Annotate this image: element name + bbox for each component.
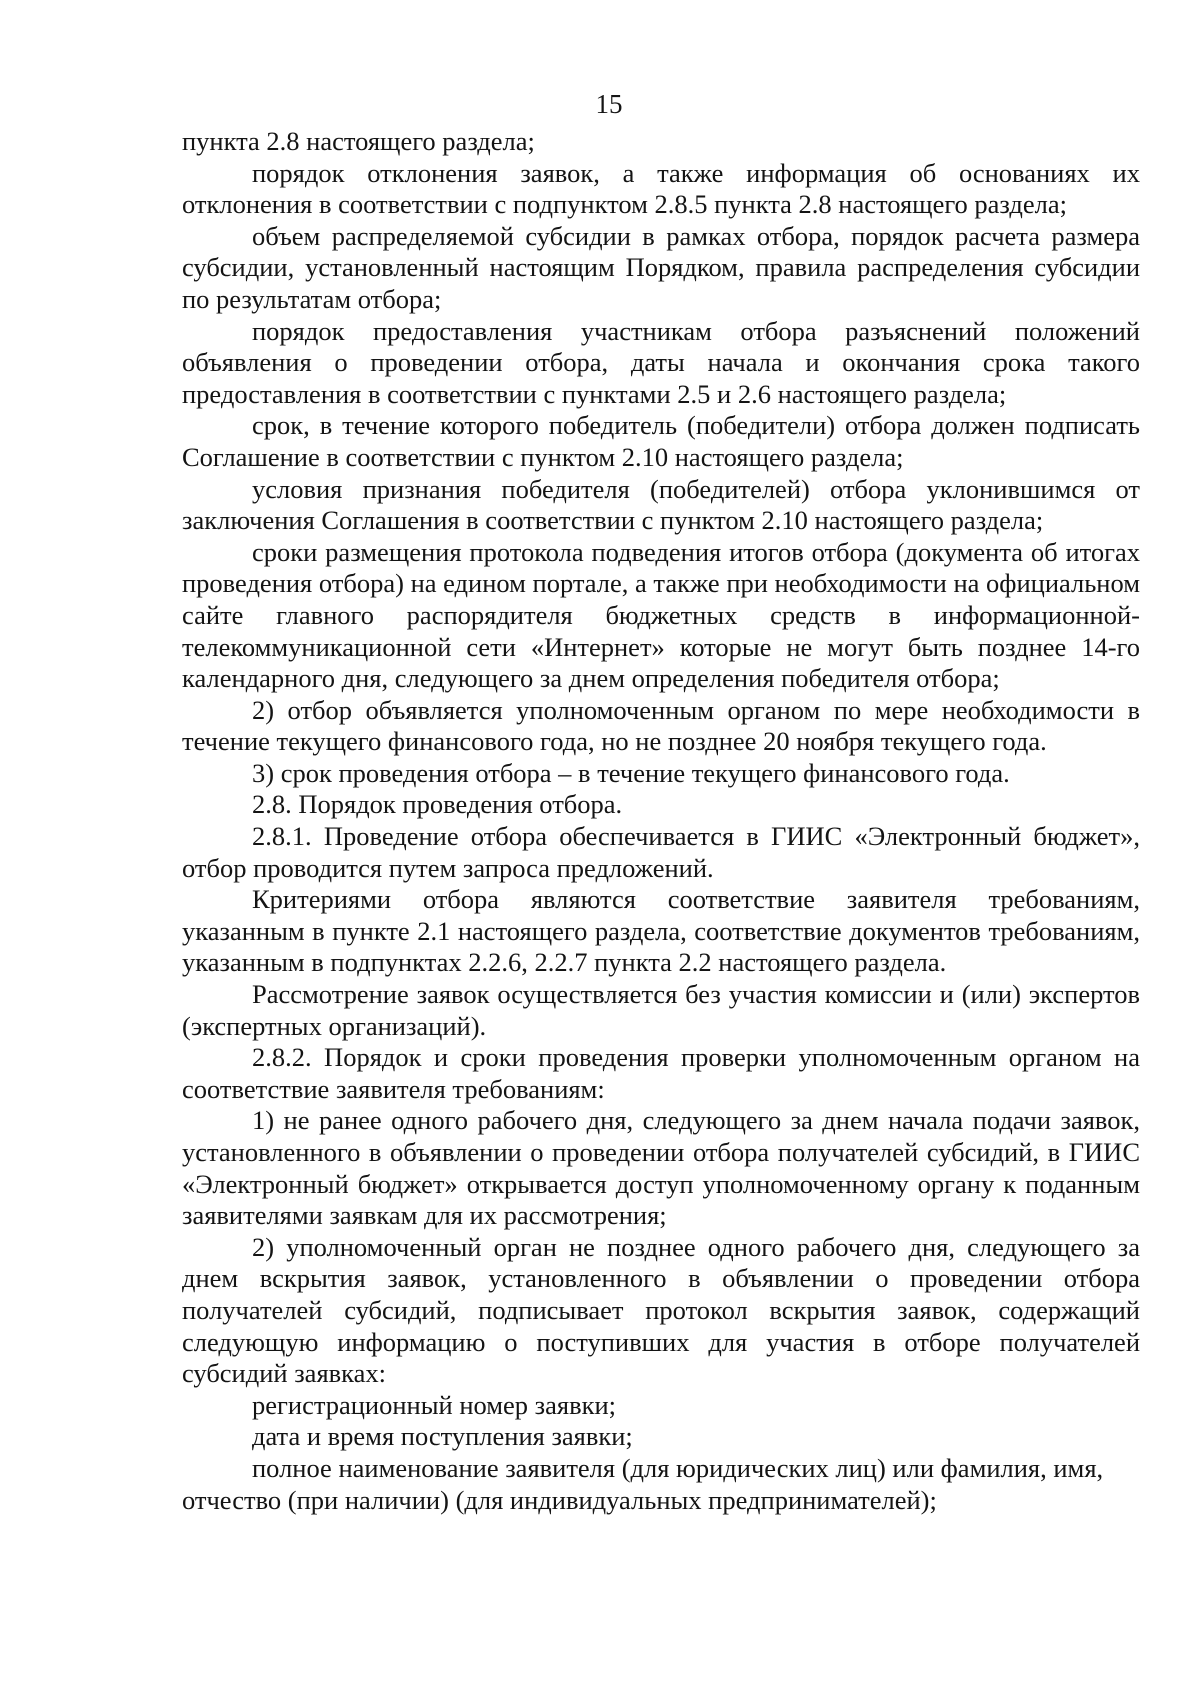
paragraph: Рассмотрение заявок осуществляется без участия комиссии и (или) экспертов (экспертных организаций).	[182, 979, 1140, 1041]
paragraph: 3) срок проведения отбора – в течение текущего финансового года.	[252, 757, 1010, 788]
paragraph: срок, в течение которого победитель (победители) отбора должен подписать Соглашение в соответствии с пунктом 2.10 настоящего раздела;	[182, 410, 1140, 472]
document-body	[182, 126, 1140, 1516]
paragraph: 2) отбор объявляется уполномоченным органом по мере необходимости в течение текущего финансового года, но не позднее 20 ноября текущего года.	[182, 694, 1140, 757]
list-item: дата и время поступления заявки;	[252, 1421, 633, 1452]
paragraph: условия признания победителя (победителей) отбора уклонившимся от заключения Соглашения в соответствии с пунктом 2.10 настоящего раздела;	[182, 473, 1140, 536]
paragraph: объем распределяемой субсидии в рамках отбора, порядок расчета размера субсидии, установленный настоящим Порядком, правила распределения субсидии по результатам отбора;	[182, 220, 1140, 314]
paragraph: сроки размещения протокола подведения итогов отбора (документа об итогах проведения отбора) на едином портале, а также при необходимости на официальном сайте главного распорядителя бюджетных средств в информационной-телекоммуникационной сети «Интернет» которые не могут быть позднее 14-го календарного дня, следующего за днем определения победителя отбора;	[182, 536, 1140, 694]
section-heading: 2.8. Порядок проведения отбора.	[252, 789, 623, 820]
paragraph: порядок предоставления участникам отбора разъяснений положений объявления о проведении отбора, даты начала и окончания срока такого предоставления в соответствии с пунктами 2.5 и 2.6 настоящего раздела;	[182, 315, 1140, 409]
paragraph: Критериями отбора являются соответствие заявителя требованиям, указанным в пункте 2.1 настоящего раздела, соответствие документов требованиям, указанным в подпунктах 2.2.6, 2.2.7 пункта 2.2 настоящего раздела.	[182, 884, 1140, 978]
paragraph: 2.8.2. Порядок и сроки проведения проверки уполномоченным органом на соответствие заявителя требованиям:	[182, 1042, 1140, 1104]
list-item: регистрационный номер заявки;	[252, 1389, 617, 1420]
paragraph: 2) уполномоченный орган не позднее одного рабочего дня, следующего за днем вскрытия заявок, установленного в объявлении о проведении отбора получателей субсидий, подписывает протокол вскрытия заявок, содержащий следующую информацию о поступивших для участия в отборе получателей субсидий заявках:	[182, 1231, 1140, 1389]
list-item: полное наименование заявителя (для юридических лиц) или фамилия, имя, отчество (при наличии) (для индивидуальных предпринимателей);	[182, 1452, 1104, 1515]
page-number: 15	[595, 89, 623, 119]
paragraph: 1) не ранее одного рабочего дня, следующего за днем начала подачи заявок, установленного в объявлении о проведении отбора получателей субсидий, в ГИИС «Электронный бюджет» открывается доступ уполномоченному органу к поданным заявителями заявкам для их рассмотрения;	[182, 1105, 1140, 1231]
paragraph: порядок отклонения заявок, а также информация об основаниях их отклонения в соответствии с подпунктом 2.8.5 пункта 2.8 настоящего раздела;	[182, 157, 1140, 220]
paragraph: пункта 2.8 настоящего раздела;	[182, 126, 535, 156]
paragraph: 2.8.1. Проведение отбора обеспечивается в ГИИС «Электронный бюджет», отбор проводится путем запроса предложений.	[182, 821, 1140, 883]
